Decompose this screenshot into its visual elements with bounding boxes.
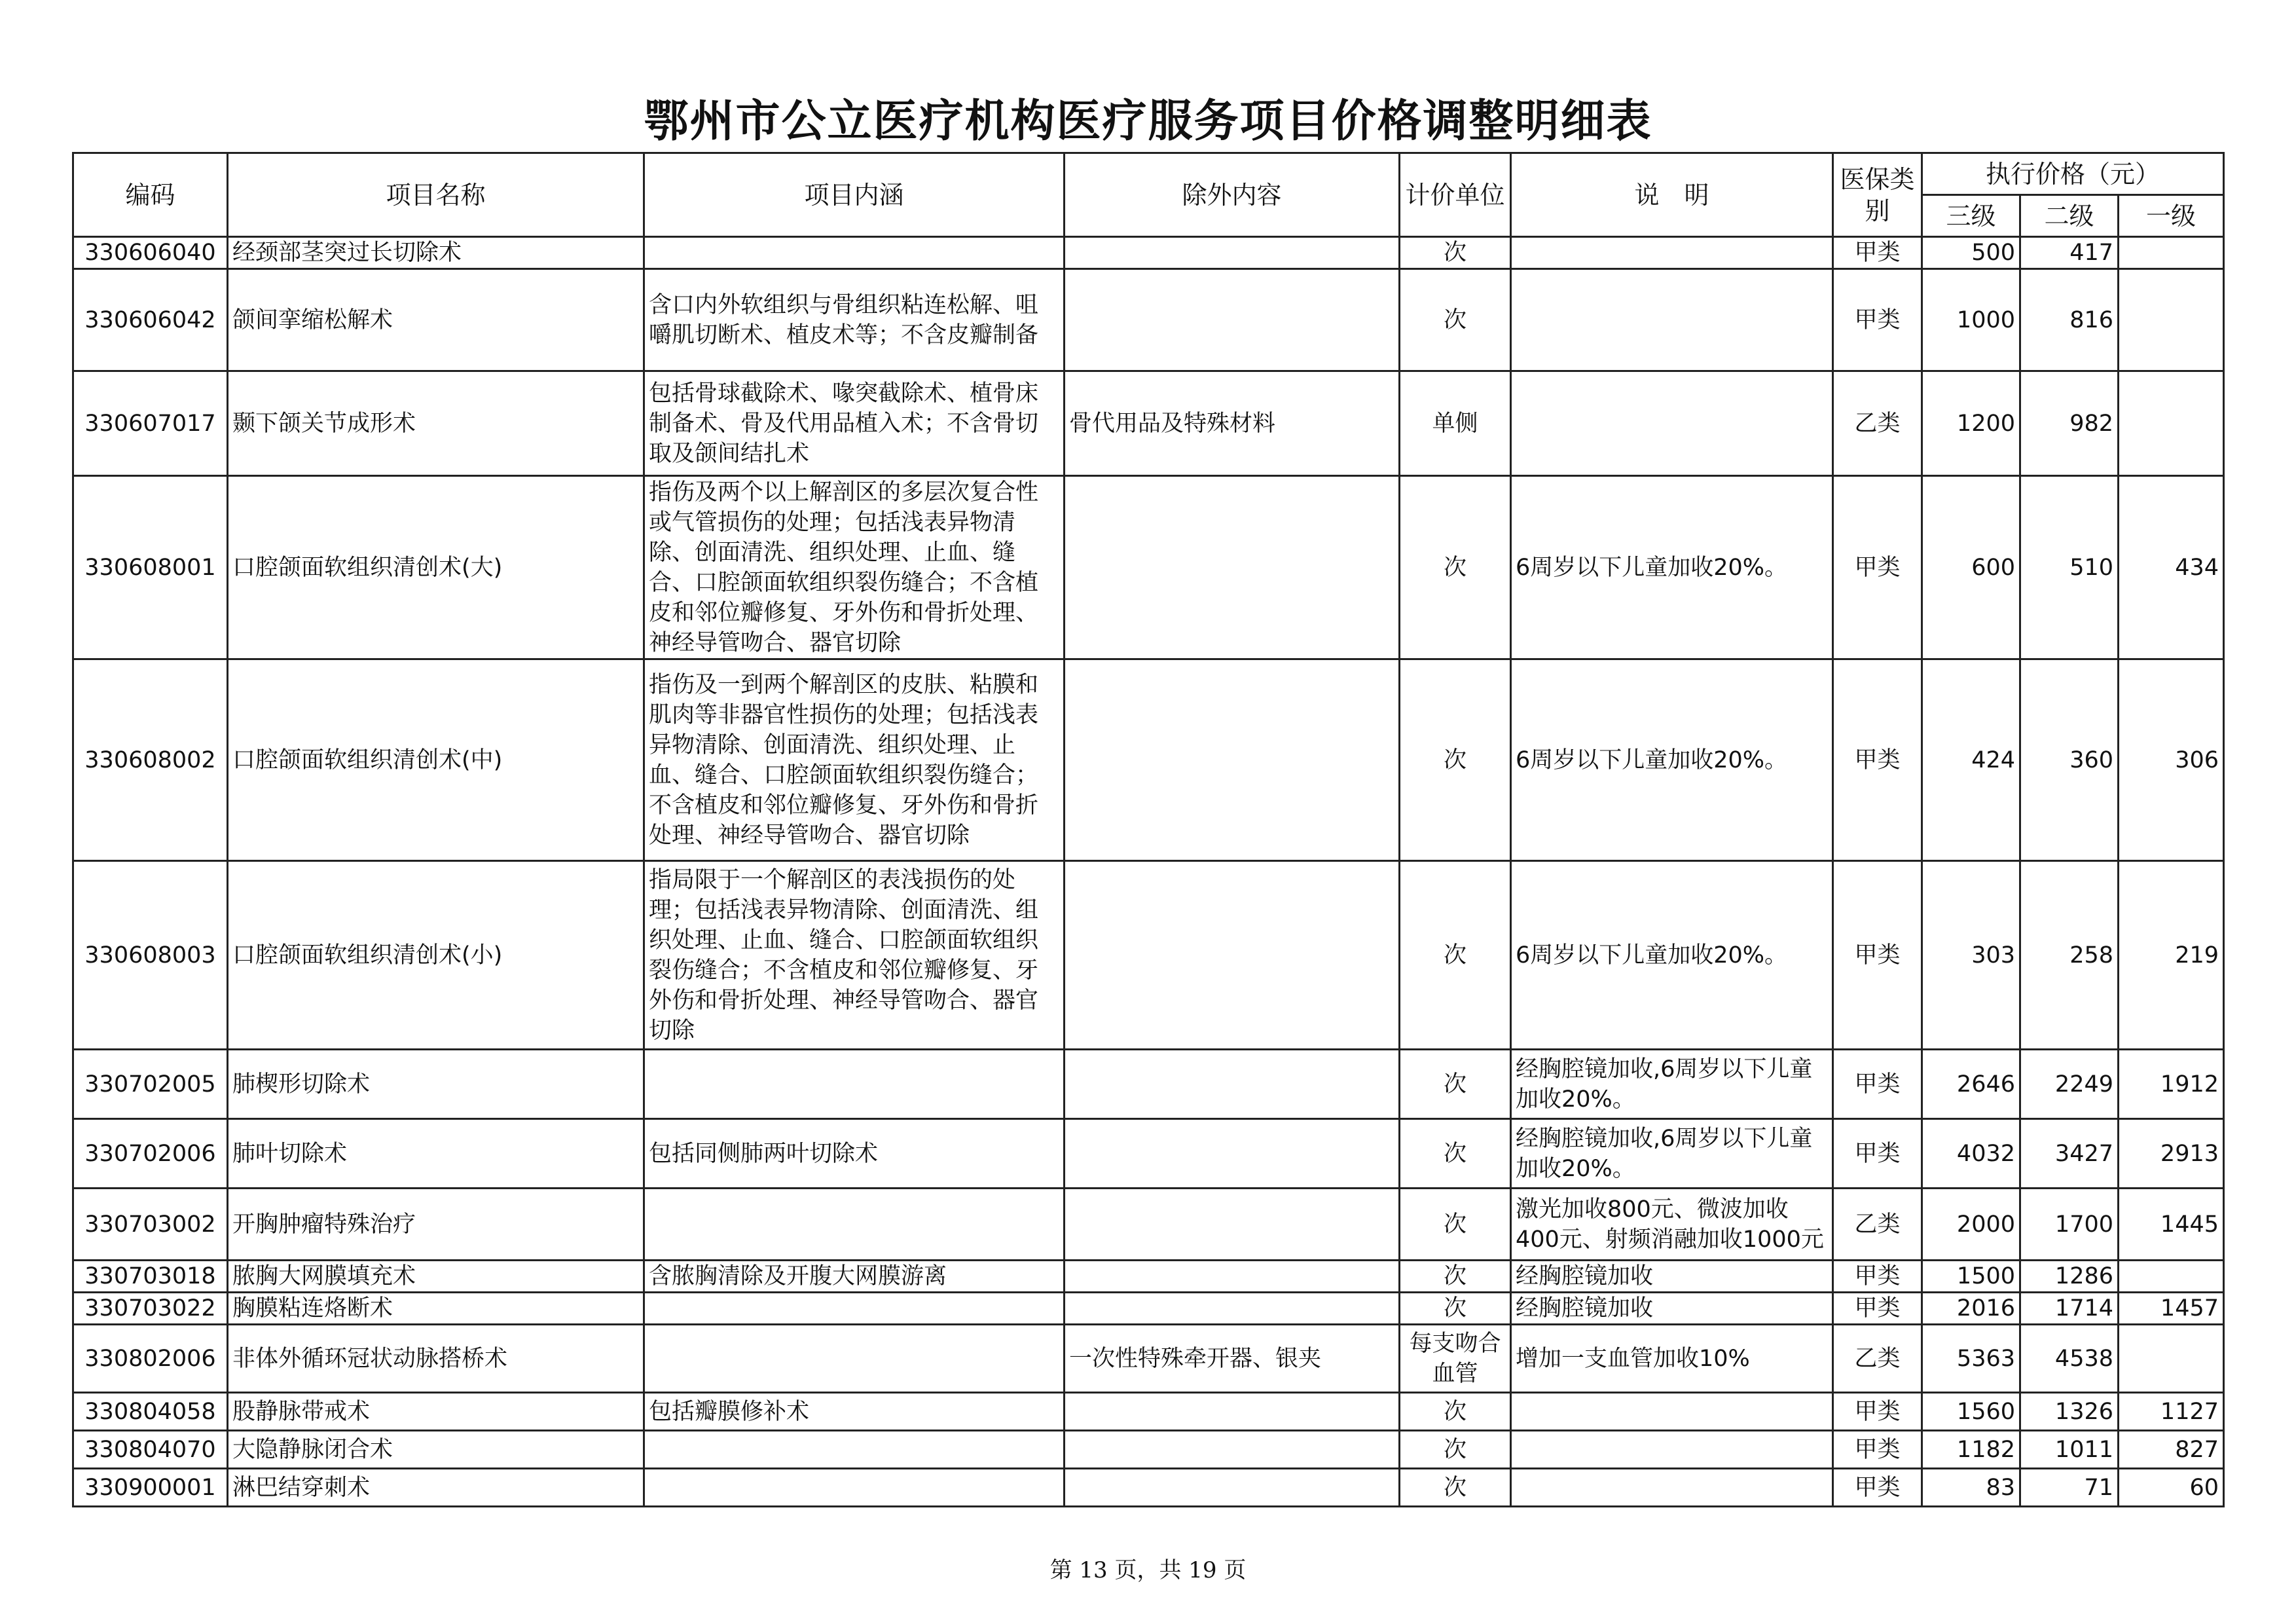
cell-price-level3: 1500 <box>1922 1261 2020 1293</box>
cell-exclusions: 骨代用品及特殊材料 <box>1065 371 1400 476</box>
cell-exclusions <box>1065 1261 1400 1293</box>
cell-name: 颞下颌关节成形术 <box>228 371 644 476</box>
cell-code: 330702005 <box>73 1050 228 1119</box>
cell-content: 含口内外软组织与骨组织粘连松解、咀嚼肌切断术、植皮术等；不含皮瓣制备 <box>644 269 1065 371</box>
cell-note: 增加一支血管加收10% <box>1511 1325 1833 1393</box>
cell-name: 淋巴结穿刺术 <box>228 1469 644 1507</box>
cell-price-level2: 1011 <box>2020 1431 2119 1469</box>
table-row <box>73 1050 2224 1119</box>
cell-unit: 次 <box>1400 1050 1511 1119</box>
cell-price-level2: 1714 <box>2020 1293 2119 1325</box>
cell-price-level3: 2646 <box>1922 1050 2020 1119</box>
cell-code: 330802006 <box>73 1325 228 1393</box>
cell-insurance: 甲类 <box>1833 237 1922 269</box>
cell-price-level1: 306 <box>2119 659 2224 861</box>
cell-content <box>644 1189 1065 1261</box>
cell-name: 非体外循环冠状动脉搭桥术 <box>228 1325 644 1393</box>
table-body <box>73 237 2224 1507</box>
cell-price-level1: 1457 <box>2119 1293 2224 1325</box>
cell-unit: 单侧 <box>1400 371 1511 476</box>
cell-insurance: 甲类 <box>1833 1050 1922 1119</box>
table-row <box>73 659 2224 861</box>
cell-content: 指局限于一个解剖区的表浅损伤的处理；包括浅表异物清除、创面清洗、组织处理、止血、缝合、口腔颌面软组织裂伤缝合；不含植皮和邻位瓣修复、牙外伤和骨折处理、神经导管吻合、器官切除 <box>644 861 1065 1050</box>
cell-price-level1: 827 <box>2119 1431 2224 1469</box>
cell-note: 激光加收800元、微波加收400元、射频消融加收1000元 <box>1511 1189 1833 1261</box>
cell-exclusions <box>1065 1119 1400 1189</box>
cell-price-level1 <box>2119 237 2224 269</box>
cell-price-level1: 60 <box>2119 1469 2224 1507</box>
page-footer: 第 13 页，共 19 页 <box>1049 1557 1247 1583</box>
cell-note <box>1511 371 1833 476</box>
cell-insurance: 甲类 <box>1833 861 1922 1050</box>
cell-unit: 次 <box>1400 476 1511 659</box>
cell-note: 6周岁以下儿童加收20%。 <box>1511 659 1833 861</box>
cell-name: 口腔颌面软组织清创术(大) <box>228 476 644 659</box>
cell-exclusions <box>1065 659 1400 861</box>
cell-code: 330703022 <box>73 1293 228 1325</box>
cell-unit: 次 <box>1400 269 1511 371</box>
cell-price-level1: 1127 <box>2119 1393 2224 1431</box>
cell-content <box>644 1469 1065 1507</box>
cell-unit: 次 <box>1400 1119 1511 1189</box>
cell-code: 330608003 <box>73 861 228 1050</box>
cell-price-level3: 1200 <box>1922 371 2020 476</box>
table-row <box>73 1431 2224 1469</box>
cell-code: 330608001 <box>73 476 228 659</box>
cell-content <box>644 1431 1065 1469</box>
cell-insurance: 甲类 <box>1833 1469 1922 1507</box>
cell-name: 肺叶切除术 <box>228 1119 644 1189</box>
header-unit: 计价单位 <box>1400 153 1511 237</box>
cell-name: 颌间挛缩松解术 <box>228 269 644 371</box>
cell-insurance: 甲类 <box>1833 1119 1922 1189</box>
cell-price-level3: 1560 <box>1922 1393 2020 1431</box>
cell-content: 指伤及两个以上解剖区的多层次复合性或气管损伤的处理；包括浅表异物清除、创面清洗、组织处理、止血、缝合、口腔颌面软组织裂伤缝合；不含植皮和邻位瓣修复、牙外伤和骨折处理、神经导管吻合、器官切除 <box>644 476 1065 659</box>
cell-code: 330702006 <box>73 1119 228 1189</box>
cell-content <box>644 1293 1065 1325</box>
cell-note: 经胸腔镜加收 <box>1511 1293 1833 1325</box>
cell-insurance: 甲类 <box>1833 1431 1922 1469</box>
cell-price-level2: 258 <box>2020 861 2119 1050</box>
cell-note <box>1511 269 1833 371</box>
cell-unit: 每支吻合血管 <box>1400 1325 1511 1393</box>
cell-exclusions <box>1065 1393 1400 1431</box>
cell-price-level2: 1326 <box>2020 1393 2119 1431</box>
cell-price-level2: 1700 <box>2020 1189 2119 1261</box>
cell-price-level3: 1182 <box>1922 1431 2020 1469</box>
cell-price-level3: 600 <box>1922 476 2020 659</box>
cell-unit: 次 <box>1400 1393 1511 1431</box>
cell-insurance: 甲类 <box>1833 269 1922 371</box>
cell-content: 含脓胸清除及开腹大网膜游离 <box>644 1261 1065 1293</box>
cell-price-level2: 71 <box>2020 1469 2119 1507</box>
cell-name: 经颈部茎突过长切除术 <box>228 237 644 269</box>
cell-insurance: 甲类 <box>1833 1393 1922 1431</box>
cell-insurance: 乙类 <box>1833 1325 1922 1393</box>
cell-price-level2: 1286 <box>2020 1261 2119 1293</box>
price-table <box>72 152 2225 1507</box>
cell-note <box>1511 237 1833 269</box>
cell-price-level1: 1912 <box>2119 1050 2224 1119</box>
cell-price-level3: 1000 <box>1922 269 2020 371</box>
cell-price-level2: 360 <box>2020 659 2119 861</box>
cell-exclusions: 一次性特殊牵开器、银夹 <box>1065 1325 1400 1393</box>
cell-name: 口腔颌面软组织清创术(中) <box>228 659 644 861</box>
table-row <box>73 1119 2224 1189</box>
table-row <box>73 269 2224 371</box>
cell-price-level2: 2249 <box>2020 1050 2119 1119</box>
cell-unit: 次 <box>1400 1293 1511 1325</box>
cell-unit: 次 <box>1400 1431 1511 1469</box>
cell-exclusions <box>1065 1293 1400 1325</box>
cell-code: 330607017 <box>73 371 228 476</box>
cell-exclusions <box>1065 1189 1400 1261</box>
cell-price-level1 <box>2119 1261 2224 1293</box>
cell-price-level3: 2000 <box>1922 1189 2020 1261</box>
cell-exclusions <box>1065 861 1400 1050</box>
header-note: 说 明 <box>1511 153 1833 237</box>
cell-code: 330703002 <box>73 1189 228 1261</box>
table-row <box>73 476 2224 659</box>
cell-exclusions <box>1065 1431 1400 1469</box>
cell-price-level3: 424 <box>1922 659 2020 861</box>
cell-unit: 次 <box>1400 237 1511 269</box>
cell-price-level2: 982 <box>2020 371 2119 476</box>
cell-name: 肺楔形切除术 <box>228 1050 644 1119</box>
cell-insurance: 乙类 <box>1833 1189 1922 1261</box>
header-exclusions: 除外内容 <box>1065 153 1400 237</box>
cell-content <box>644 237 1065 269</box>
cell-price-level3: 83 <box>1922 1469 2020 1507</box>
cell-content: 包括骨球截除术、喙突截除术、植骨床制备术、骨及代用品植入术；不含骨切取及颌间结扎术 <box>644 371 1065 476</box>
cell-code: 330606042 <box>73 269 228 371</box>
cell-unit: 次 <box>1400 861 1511 1050</box>
cell-name: 开胸肿瘤特殊治疗 <box>228 1189 644 1261</box>
cell-price-level1 <box>2119 371 2224 476</box>
cell-price-level1: 1445 <box>2119 1189 2224 1261</box>
table-row <box>73 861 2224 1050</box>
header-name: 项目名称 <box>228 153 644 237</box>
cell-price-level3: 5363 <box>1922 1325 2020 1393</box>
cell-content: 包括瓣膜修补术 <box>644 1393 1065 1431</box>
cell-code: 330703018 <box>73 1261 228 1293</box>
cell-unit: 次 <box>1400 1469 1511 1507</box>
cell-price-level2: 417 <box>2020 237 2119 269</box>
table-row <box>73 237 2224 269</box>
cell-price-level2: 510 <box>2020 476 2119 659</box>
cell-price-level2: 4538 <box>2020 1325 2119 1393</box>
header-price-group: 执行价格（元） <box>1922 153 2224 195</box>
cell-unit: 次 <box>1400 659 1511 861</box>
cell-content <box>644 1325 1065 1393</box>
cell-code: 330804070 <box>73 1431 228 1469</box>
cell-unit: 次 <box>1400 1189 1511 1261</box>
header-content: 项目内涵 <box>644 153 1065 237</box>
cell-name: 脓胸大网膜填充术 <box>228 1261 644 1293</box>
header-level3: 三级 <box>1922 195 2020 237</box>
cell-price-level1: 434 <box>2119 476 2224 659</box>
cell-price-level2: 3427 <box>2020 1119 2119 1189</box>
cell-note <box>1511 1469 1833 1507</box>
cell-price-level2: 816 <box>2020 269 2119 371</box>
header-code: 编码 <box>73 153 228 237</box>
cell-price-level3: 2016 <box>1922 1293 2020 1325</box>
cell-content <box>644 1050 1065 1119</box>
cell-name: 大隐静脉闭合术 <box>228 1431 644 1469</box>
cell-note: 经胸腔镜加收,6周岁以下儿童加收20%。 <box>1511 1119 1833 1189</box>
cell-note: 经胸腔镜加收 <box>1511 1261 1833 1293</box>
cell-note <box>1511 1431 1833 1469</box>
cell-price-level1: 219 <box>2119 861 2224 1050</box>
cell-code: 330900001 <box>73 1469 228 1507</box>
cell-code: 330606040 <box>73 237 228 269</box>
cell-price-level3: 303 <box>1922 861 2020 1050</box>
cell-name: 口腔颌面软组织清创术(小) <box>228 861 644 1050</box>
cell-exclusions <box>1065 269 1400 371</box>
cell-content: 包括同侧肺两叶切除术 <box>644 1119 1065 1189</box>
cell-code: 330608002 <box>73 659 228 861</box>
cell-note <box>1511 1393 1833 1431</box>
page-title: 鄂州市公立医疗机构医疗服务项目价格调整明细表 <box>644 95 1652 147</box>
cell-price-level1 <box>2119 269 2224 371</box>
cell-exclusions <box>1065 476 1400 659</box>
table-row <box>73 1293 2224 1325</box>
cell-price-level3: 4032 <box>1922 1119 2020 1189</box>
cell-note: 经胸腔镜加收,6周岁以下儿童加收20%。 <box>1511 1050 1833 1119</box>
cell-content: 指伤及一到两个解剖区的皮肤、粘膜和肌肉等非器官性损伤的处理；包括浅表异物清除、创面清洗、组织处理、止血、缝合、口腔颌面软组织裂伤缝合；不含植皮和邻位瓣修复、牙外伤和骨折处理、神经导管吻合、器官切除 <box>644 659 1065 861</box>
header-insurance: 医保类别 <box>1833 153 1922 237</box>
cell-unit: 次 <box>1400 1261 1511 1293</box>
cell-code: 330804058 <box>73 1393 228 1431</box>
cell-price-level3: 500 <box>1922 237 2020 269</box>
table-header <box>73 153 2224 237</box>
table-row <box>73 371 2224 476</box>
cell-name: 胸膜粘连烙断术 <box>228 1293 644 1325</box>
cell-insurance: 甲类 <box>1833 1293 1922 1325</box>
table-row <box>73 1469 2224 1507</box>
cell-price-level1: 2913 <box>2119 1119 2224 1189</box>
cell-name: 股静脉带戒术 <box>228 1393 644 1431</box>
cell-exclusions <box>1065 1050 1400 1119</box>
table-row <box>73 1325 2224 1393</box>
cell-insurance: 乙类 <box>1833 371 1922 476</box>
cell-insurance: 甲类 <box>1833 1261 1922 1293</box>
cell-price-level1 <box>2119 1325 2224 1393</box>
cell-insurance: 甲类 <box>1833 476 1922 659</box>
cell-note: 6周岁以下儿童加收20%。 <box>1511 861 1833 1050</box>
table-row <box>73 1393 2224 1431</box>
header-level1: 一级 <box>2119 195 2224 237</box>
cell-exclusions <box>1065 1469 1400 1507</box>
table-row <box>73 1189 2224 1261</box>
cell-insurance: 甲类 <box>1833 659 1922 861</box>
cell-exclusions <box>1065 237 1400 269</box>
table-row <box>73 1261 2224 1293</box>
cell-note: 6周岁以下儿童加收20%。 <box>1511 476 1833 659</box>
header-level2: 二级 <box>2020 195 2119 237</box>
